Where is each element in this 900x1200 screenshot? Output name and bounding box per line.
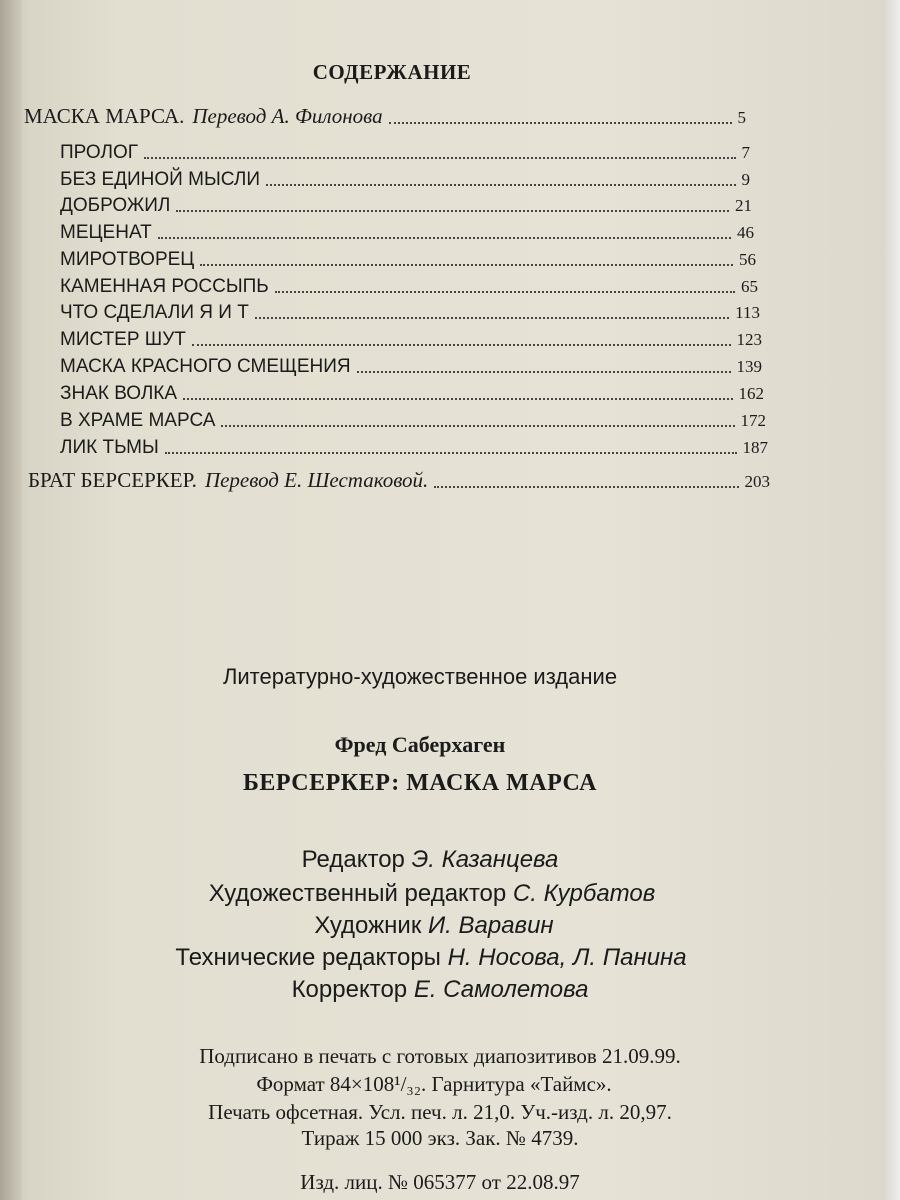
toc-sub-entry — [60, 142, 750, 164]
dot-leader — [158, 237, 731, 239]
toc-page-number: 21 — [735, 196, 752, 215]
toc-entry-title: ЧТО СДЕЛАЛИ Я И Т — [60, 302, 249, 323]
toc-page-number: 46 — [737, 223, 754, 242]
credit-name: И. Варавин — [428, 912, 554, 939]
toc-page-number: 56 — [739, 250, 756, 269]
toc-page-number: 5 — [737, 108, 746, 127]
toc-sub-entry — [60, 169, 750, 191]
toc-entry-title: В ХРАМЕ МАРСА — [60, 410, 216, 431]
dot-leader — [183, 398, 732, 400]
page-edge — [0, 0, 22, 1200]
toc-sub-entry — [60, 410, 766, 432]
imprint-line: Тираж 15 000 экз. Зак. № 4739. — [301, 1126, 579, 1150]
dot-leader — [221, 425, 734, 427]
book-title: БЕРСЕРКЕР: МАСКА МАРСА — [242, 770, 598, 796]
toc-page-number: 65 — [741, 277, 758, 296]
toc-page-number: 7 — [741, 143, 750, 162]
author-name: Фред Саберхаген — [334, 732, 506, 757]
publication-genre: Литературно-художественное издание — [222, 664, 618, 689]
toc-sub-entry — [60, 195, 752, 217]
imprint-line: Изд. лиц. № 065377 от 22.08.97 — [300, 1170, 580, 1194]
credit-name: Э. Казанцева — [411, 846, 559, 873]
credit-name: Е. Самолетова — [413, 976, 589, 1003]
toc-entry-title: ПРОЛОГ — [60, 142, 139, 163]
imprint-line: Печать офсетная. Усл. печ. л. 21,0. Уч.-изд. л. 20,97. — [208, 1100, 672, 1124]
dot-leader — [255, 317, 729, 319]
toc-sub-entry — [60, 356, 762, 378]
credit-name: Н. Носова, Л. Панина — [447, 944, 687, 971]
toc-entry-title: МАСКА МАРСА. — [24, 104, 185, 128]
dot-leader — [192, 344, 731, 346]
toc-main-entry — [24, 104, 746, 129]
toc-entry-translator: Перевод Е. Шестаковой. — [204, 468, 429, 492]
toc-sub-entry — [60, 383, 764, 405]
dot-leader — [389, 122, 732, 124]
dot-leader — [266, 184, 736, 186]
toc-page-number: 203 — [744, 472, 770, 491]
toc-sub-entry — [60, 249, 756, 271]
imprint-line: Формат 84×108¹/₃₂. Гарнитура «Таймс». — [256, 1072, 612, 1096]
imprint-line: Подписано в печать с готовых диапозитивов 21.09.99. — [199, 1044, 681, 1068]
toc-entry-title: МЕЦЕНАТ — [60, 222, 152, 243]
toc-entry-title: ДОБРОЖИЛ — [60, 195, 171, 216]
toc-entry-translator: Перевод А. Филонова — [192, 104, 383, 128]
toc-page-number: 139 — [736, 357, 762, 376]
dot-leader — [275, 291, 735, 293]
toc-entry-title: МИСТЕР ШУТ — [60, 329, 186, 350]
toc-entry-title: КАМЕННАЯ РОССЫПЬ — [60, 276, 269, 297]
credit-role: Редактор — [301, 846, 405, 873]
credit-line — [0, 912, 868, 940]
toc-entry-title: МИРОТВОРЕЦ — [60, 249, 195, 270]
toc-page-number: 172 — [740, 411, 766, 430]
toc-sub-entry — [60, 222, 754, 244]
dot-leader — [200, 264, 733, 266]
contents-heading: СОДЕРЖАНИЕ — [312, 60, 472, 84]
credit-name: С. Курбатов — [512, 880, 656, 907]
dot-leader — [434, 486, 738, 488]
toc-entry-title: ЛИК ТЬМЫ — [60, 437, 159, 458]
credit-line — [0, 846, 860, 874]
toc-page-number: 9 — [741, 170, 750, 189]
toc-sub-entry — [60, 329, 762, 351]
dot-leader — [357, 371, 731, 373]
dot-leader — [144, 157, 735, 159]
toc-entry-title: БЕЗ ЕДИНОЙ МЫСЛИ — [60, 169, 260, 190]
dot-leader — [165, 452, 737, 454]
toc-page-number: 123 — [736, 330, 762, 349]
credit-line — [0, 976, 880, 1004]
toc-page-number: 162 — [738, 384, 764, 403]
toc-main-entry — [28, 468, 770, 493]
toc-sub-entry — [60, 302, 760, 324]
credit-role: Художник — [314, 912, 422, 939]
toc-page-number: 113 — [735, 303, 760, 322]
toc-entry-title: ЗНАК ВОЛКА — [60, 383, 178, 404]
toc-page-number: 187 — [742, 438, 768, 457]
toc-sub-entry — [60, 437, 768, 459]
toc-entry-title: МАСКА КРАСНОГО СМЕЩЕНИЯ — [60, 356, 351, 377]
credit-line — [0, 944, 862, 972]
credit-line — [0, 880, 864, 908]
toc-sub-entry — [60, 276, 758, 298]
background-strip — [882, 0, 900, 1200]
credit-role: Художественный редактор — [208, 880, 507, 907]
credit-role: Технические редакторы — [175, 944, 441, 971]
dot-leader — [176, 210, 729, 212]
toc-entry-title: БРАТ БЕРСЕРКЕР. — [28, 468, 197, 492]
credit-role: Корректор — [291, 976, 408, 1003]
